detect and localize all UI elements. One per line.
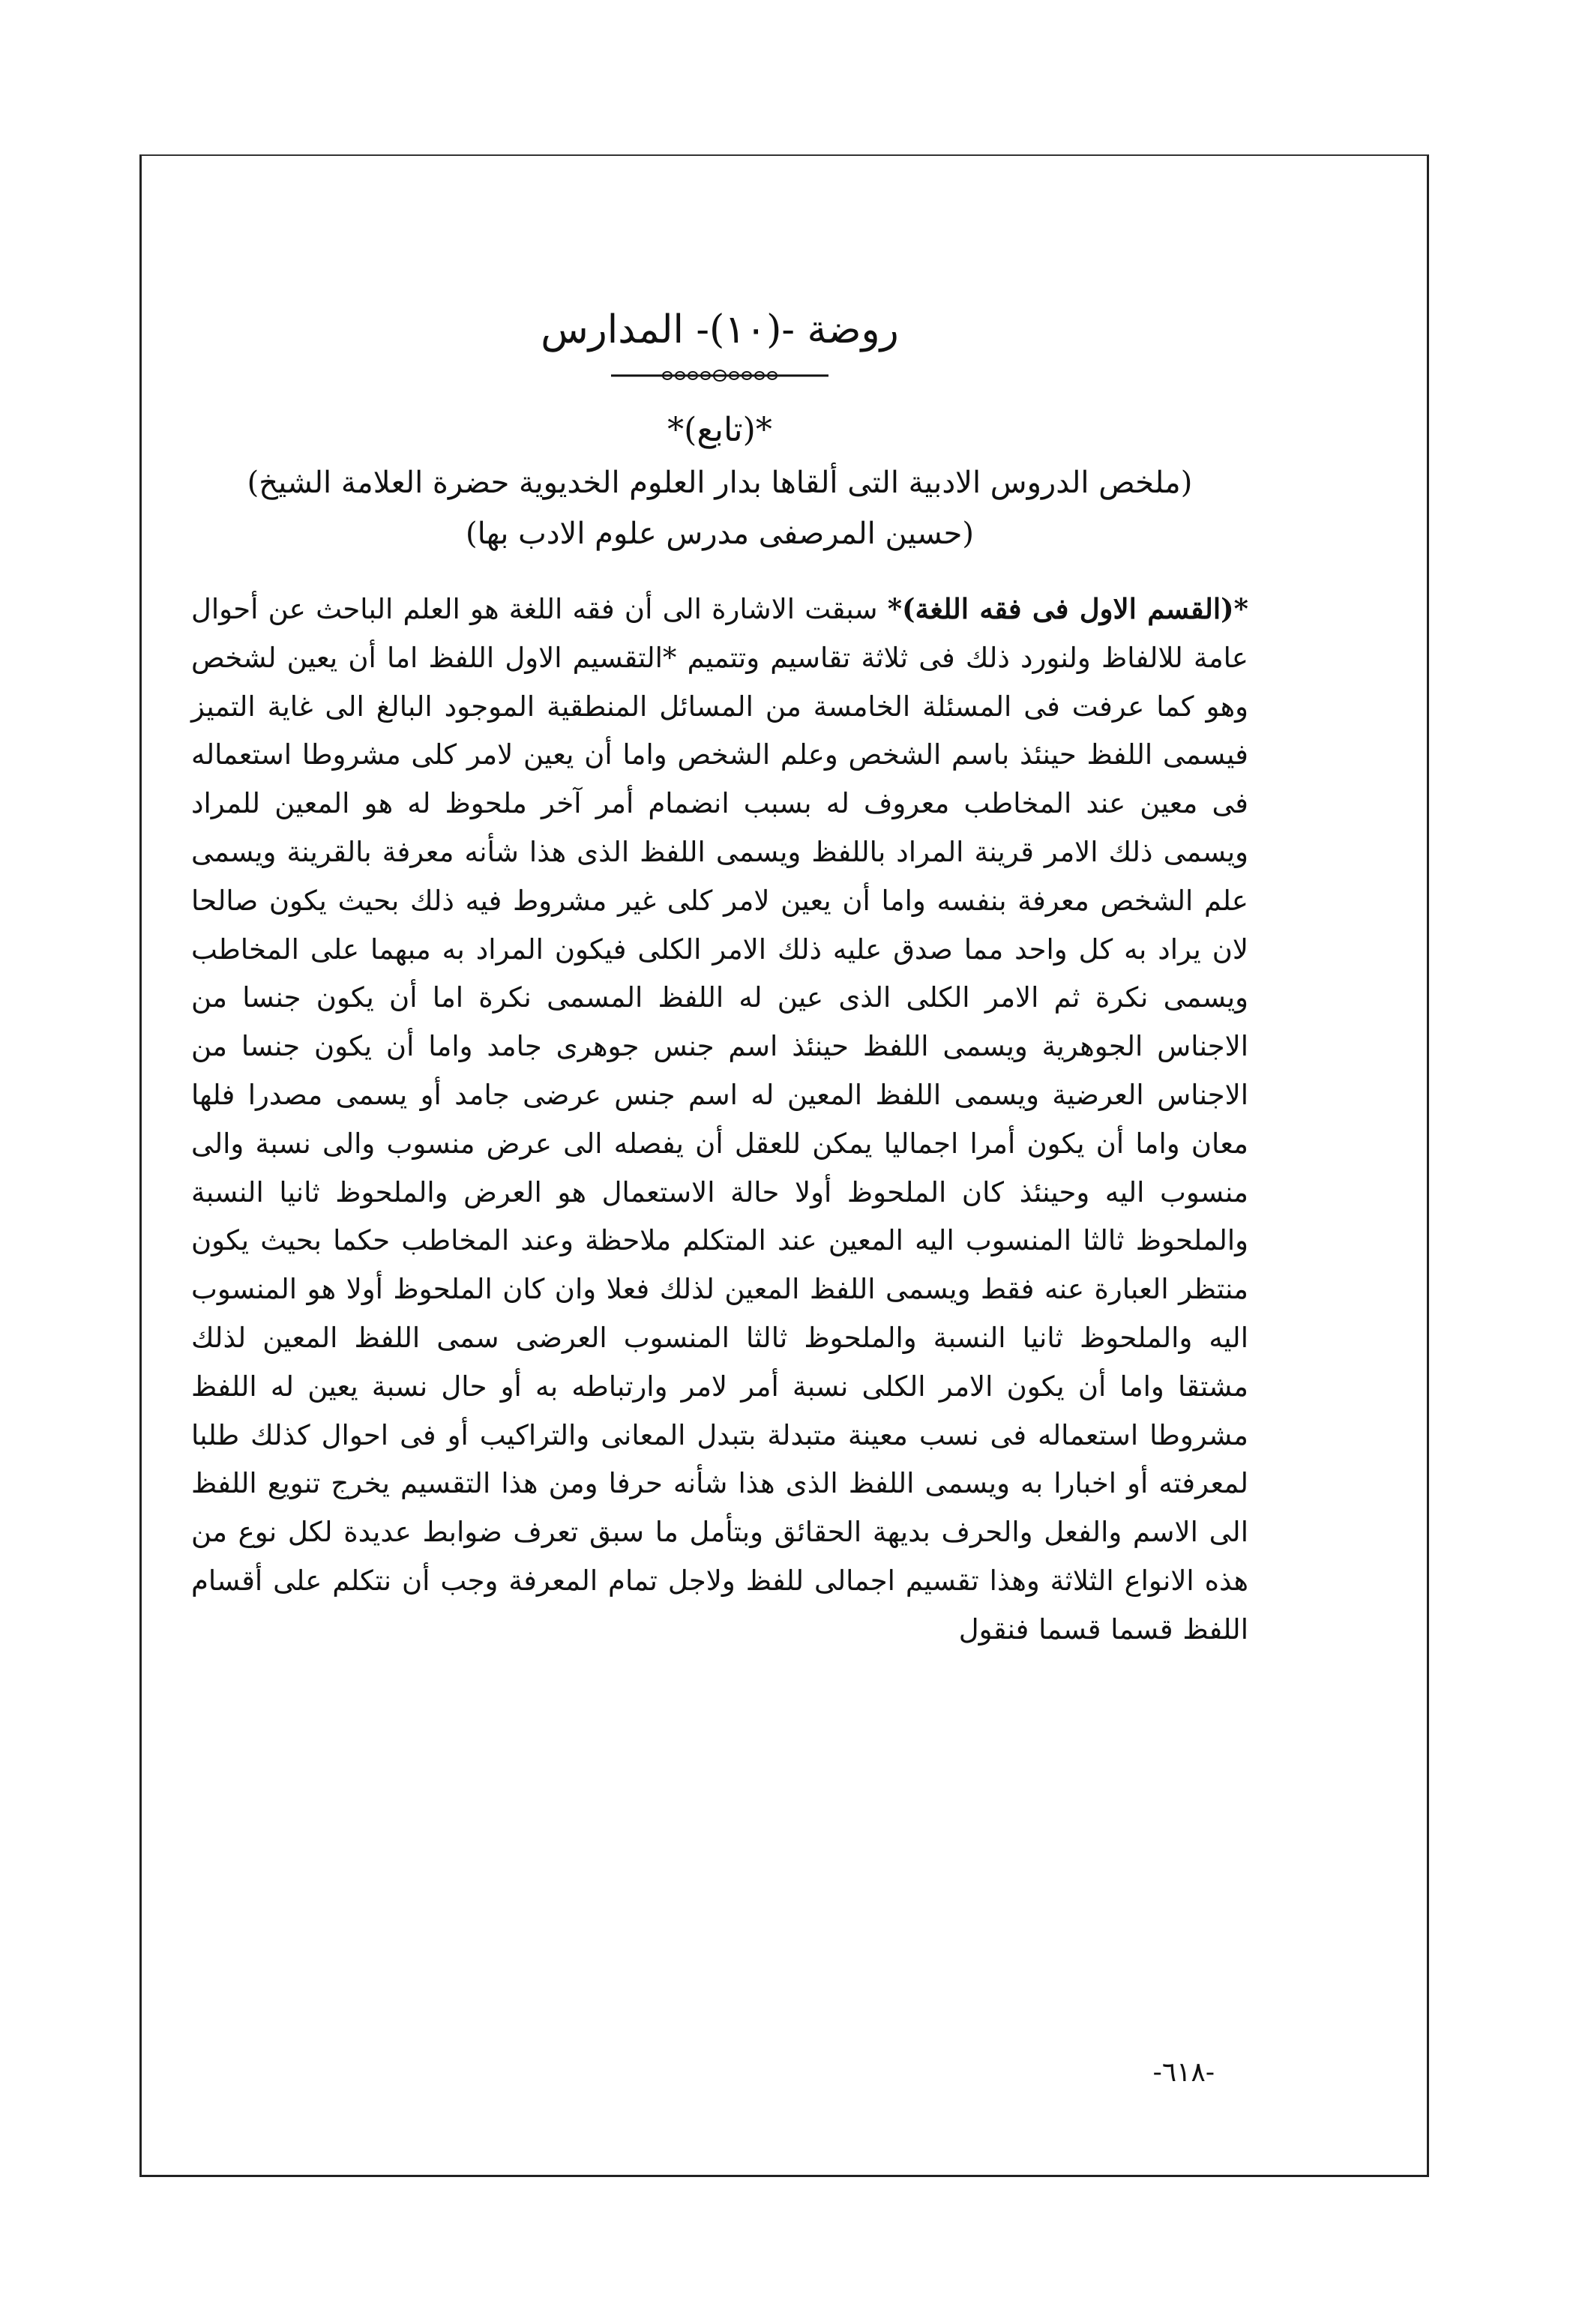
summary-heading: (ملخص الدروس الادبية التى ألقاها بدار العلوم الخديوية حضرة العلامة الشيخ) [247,466,1193,500]
section-label: *(القسم الاول فى فقه اللغة)* [887,592,1248,625]
page-content [191,300,1248,1655]
continued-label: *(تابع)* [667,411,772,449]
page-title: روضة -(١٠)- المدارس [541,307,899,352]
title-ornament [611,369,828,382]
body-paragraph [191,585,1248,1655]
page-number: -٦١٨- [1152,2057,1215,2088]
body-text: سبقت الاشارة الى أن فقه اللغة هو العلم الباحث عن أحوال عامة للالفاظ ولنورد ذلك فى ثلاثة تقاسيم وتتميم *التقسيم الاول اللفظ اما أن يعين لشخص وهو كما عرفت فى المسئلة الخامسة من المسائل المنطقية الموجود البالغ الى غاية التميز فيسمى اللفظ حينئذ باسم الشخص وعلم الشخص واما أن يعين لامر كلى مشروطا استعماله فى معين عند المخاطب معروف له بسبب انضمام أمر آخر ملحوظ له هو المعين للمراد ويسمى ذلك الامر قرينة المراد باللفظ ويسمى اللفظ الذى هذا شأنه معرفة بالقرينة ويسمى علم الشخص معرفة بنفسه واما أن يعين لامر كلى غير مشروط فيه ذلك بحيث يكون صالحا لان يراد به كل واحد مما صدق عليه ذلك الامر الكلى فيكون المراد به مبهما على المخاطب ويسمى نكرة ثم الامر الكلى الذى عين له اللفظ المسمى نكرة اما أن يكون جنسا من الاجناس الجوهرية ويسمى اللفظ حينئذ اسم جنس جوهرى جامد واما أن يكون جنسا من الاجناس العرضية ويسمى اللفظ المعين له اسم جنس عرضى جامد أو يسمى مصدرا فلها معان واما أن يكون أمرا اجماليا يمكن للعقل أن يفصله الى عرض منسوب والى نسبة والى منسوب اليه وحينئذ كان الملحوظ أولا حالة الاستعمال هو العرض والملحوظ ثانيا النسبة والملحوظ ثالثا المنسوب اليه المعين عند المتكلم ملاحظة وعند المخاطب حكما بحيث يكون منتظر العبارة عنه فقط ويسمى اللفظ المعين لذلك فعلا وان كان الملحوظ أولا هو المنسوب اليه والملحوظ ثانيا النسبة والملحوظ ثالثا المنسوب العرضى سمى اللفظ المعين لذلك مشتقا واما أن يكون الامر الكلى نسبة أمر لامر وارتباطه به أو حال نسبة يعين له اللفظ مشروطا استعماله فى نسب معينة متبدلة بتبدل المعانى والتراكيب أو فى احوال كذلك طلبا لمعرفته أو اخبارا به ويسمى اللفظ الذى هذا شأنه حرفا ومن هذا التقسيم يخرج تنويع اللفظ الى الاسم والفعل والحرف بديهة الحقائق وبتأمل ما سبق تعرف ضوابط عديدة لكل نوع من هذه الانواع الثلاثة وهذا تقسيم اجمالى للفظ ولاجل تمام المعرفة وجب أن نتكلم على أقسام اللفظ قسما قسما فنقول [191,593,1248,1646]
author-line: (حسين المرصفى مدرس علوم الادب بها) [465,517,974,551]
